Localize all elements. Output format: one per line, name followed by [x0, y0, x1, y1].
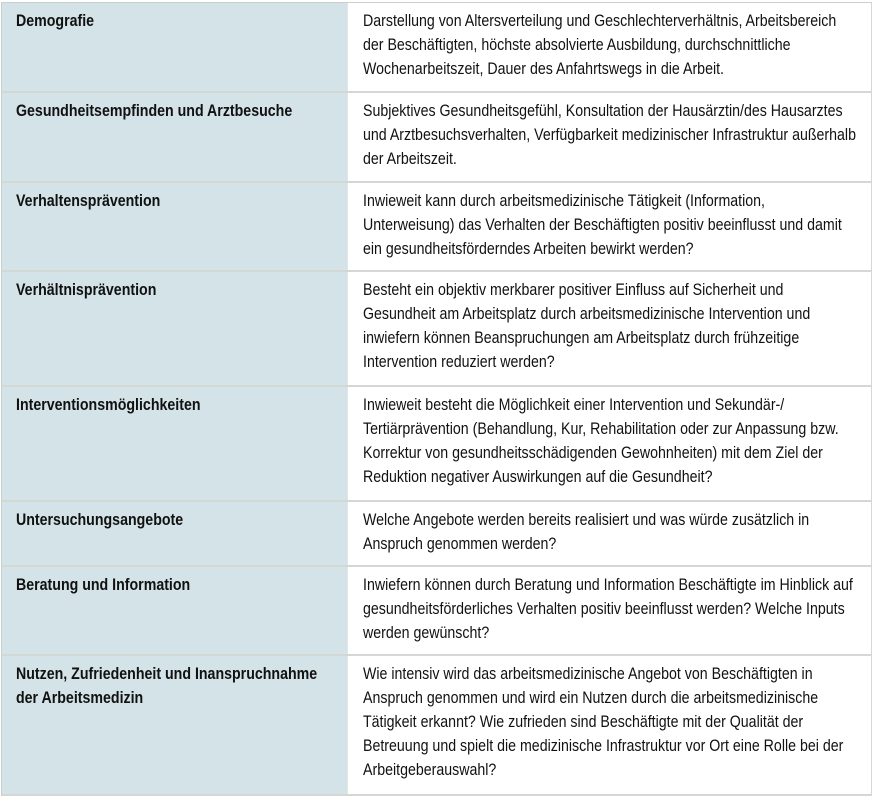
topic-label-cell: [2, 272, 348, 385]
topic-label: Nutzen, Zufriedenheit und Inanspruchnahme der Arbeitsmedizin: [16, 665, 318, 707]
topic-description: Darstellung von Altersverteilung und Geschlechterverhältnis, Arbeitsbereich der Beschäftigten, höchste absolvierte Ausbildung, durchschnittliche Wochenarbeitszeit, Dauer des Anfahrtswegs in die Arbeit.: [363, 12, 837, 78]
topic-label-cell: [2, 502, 348, 565]
table-row: [2, 272, 872, 387]
topic-description-cell: [348, 502, 872, 565]
topic-label-cell: [2, 93, 348, 181]
topic-label: Interventionsmöglichkeiten: [16, 396, 201, 414]
table-row: [2, 3, 872, 93]
topic-description: Subjektives Gesundheitsgefühl, Konsultation der Hausärztin/des Hausarztes und Arztbesuchsverhalten, Verfügbarkeit medizinischer Infrastruktur außerhalb der Arbeitszeit.: [363, 102, 856, 168]
topic-label-cell: [2, 567, 348, 654]
topic-description-cell: [348, 656, 872, 794]
topic-description-cell: [348, 272, 872, 385]
topic-label-cell: [2, 3, 348, 91]
topic-description: Inwieweit kann durch arbeitsmedizinische Tätigkeit (Information, Unterweisung) das Verhalten der Beschäftigten positiv beeinflusst und damit ein gesundheitsförderndes Arbeiten bewirkt werden?: [363, 192, 842, 258]
topic-label: Verhältnisprävention: [16, 281, 157, 299]
topic-label-cell: [2, 387, 348, 500]
table-row: [2, 502, 872, 567]
topic-description-cell: [348, 567, 872, 654]
topic-description-cell: [348, 93, 872, 181]
topic-description: Inwieweit besteht die Möglichkeit einer Intervention und Sekundär-/ Tertiärprävention (Behandlung, Kur, Rehabilitation oder zur Anpassung bzw. Korrektur von gesundheitsschädigenden Gewohnheiten) mit dem Ziel der Reduktion negativer Auswirkungen auf die Gesundheit?: [363, 396, 839, 486]
topic-description: Besteht ein objektiv merkbarer positiver Einfluss auf Sicherheit und Gesundheit am Arbeitsplatz durch arbeitsmedizinische Intervention und inwiefern können Beanspruchungen am Arbeitsplatz durch frühzeitige Intervention reduziert werden?: [363, 281, 811, 371]
topic-description: Inwiefern können durch Beratung und Information Beschäftigte im Hinblick auf gesundheitsförderliches Verhalten positiv beeinflusst werden? Welche Inputs werden gewünscht?: [363, 576, 853, 642]
topic-description-cell: [348, 3, 872, 91]
table-row: [2, 93, 872, 183]
survey-topics-table: [1, 2, 872, 796]
topic-label: Verhaltensprävention: [16, 192, 161, 210]
table-row: [2, 656, 872, 796]
table-row: [2, 183, 872, 272]
topic-label-cell: [2, 656, 348, 794]
topic-label: Untersuchungsangebote: [16, 511, 184, 529]
topic-label: Demografie: [16, 12, 95, 30]
topic-description: Wie intensiv wird das arbeitsmedizinische Angebot von Beschäftigten in Anspruch genommen und wird ein Nutzen durch die arbeitsmedizinische Tätigkeit erkannt? Wie zufrieden sind Beschäftigte mit der Qualität der Betreuung und spielt die medizinische Infrastruktur vor Ort eine Rolle bei der Arbeitgeberauswahl?: [363, 665, 844, 779]
topic-label-cell: [2, 183, 348, 270]
topic-description: Welche Angebote werden bereits realisiert und was würde zusätzlich in Anspruch genommen werden?: [363, 511, 810, 553]
table-row: [2, 387, 872, 502]
topic-description-cell: [348, 183, 872, 270]
topic-description-cell: [348, 387, 872, 500]
topic-label: Gesundheitsempfinden und Arztbesuche: [16, 102, 293, 120]
topic-label: Beratung und Information: [16, 576, 191, 594]
table-row: [2, 567, 872, 656]
